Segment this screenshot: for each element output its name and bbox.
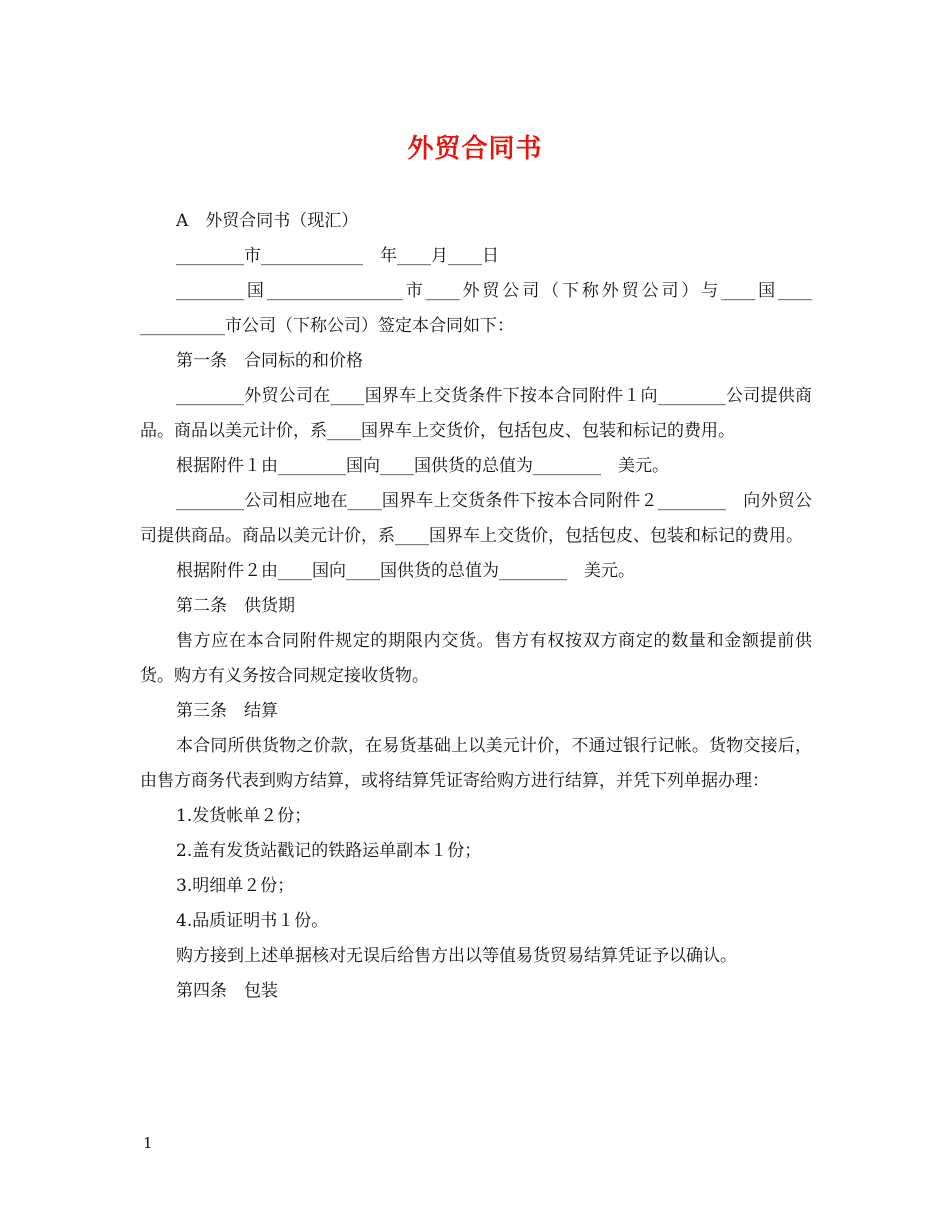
- paragraph-date-line: ________市____________ 年____月____日: [176, 246, 499, 266]
- list-item: 3.明细单２份；: [176, 876, 295, 896]
- article-2-heading: 第二条 供货期: [176, 596, 295, 616]
- list-item: 4.品质证明书１份。: [176, 911, 329, 931]
- article-4-heading: 第四条 包装: [176, 981, 278, 1001]
- list-item: 2.盖有发货站戳记的铁路运单副本１份；: [176, 841, 482, 861]
- paragraph: 售方应在本合同附件规定的期限内交货。售方有权按双方商定的数量和金额提前供货。购方有义务按合同规定接收货物。: [140, 631, 812, 686]
- list-item: 1.发货帐单２份；: [176, 806, 312, 826]
- paragraph-heading-a: A 外贸合同书（现汇）: [176, 211, 359, 231]
- paragraph: ________公司相应地在____国界车上交货条件下按本合同附件２________ 向外贸公司提供商品。商品以美元计价，系____国界车上交货价，包括包皮、包装和标记的费用。: [140, 491, 812, 546]
- paragraph: 根据附件２由____国向____国供货的总值为________ 美元。: [176, 561, 635, 581]
- article-3-heading: 第三条 结算: [176, 701, 278, 721]
- page-number: 1: [143, 1134, 153, 1152]
- document-title: 外贸合同书: [407, 134, 543, 164]
- paragraph-parties: ________国________________市____外贸公司（下称外贸公司）与____国____ __________市公司（下称公司）签定本合同如下：: [140, 281, 818, 336]
- paragraph: 本合同所供货物之价款，在易货基础上以美元计价，不通过银行记帐。货物交接后，由售方商务代表到购方结算，或将结算凭证寄给购方进行结算，并凭下列单据办理：: [140, 736, 812, 791]
- document-body: [140, 204, 818, 1009]
- paragraph: 购方接到上述单据核对无误后给售方出以等值易货贸易结算凭证予以确认。: [176, 946, 737, 966]
- article-1-heading: 第一条 合同标的和价格: [176, 351, 363, 371]
- paragraph: ________外贸公司在____国界车上交货条件下按本合同附件１向________公司提供商品。商品以美元计价，系____国界车上交货价，包括包皮、包装和标记的费用。: [140, 386, 812, 441]
- paragraph: 根据附件１由________国向____国供货的总值为________ 美元。: [176, 456, 669, 476]
